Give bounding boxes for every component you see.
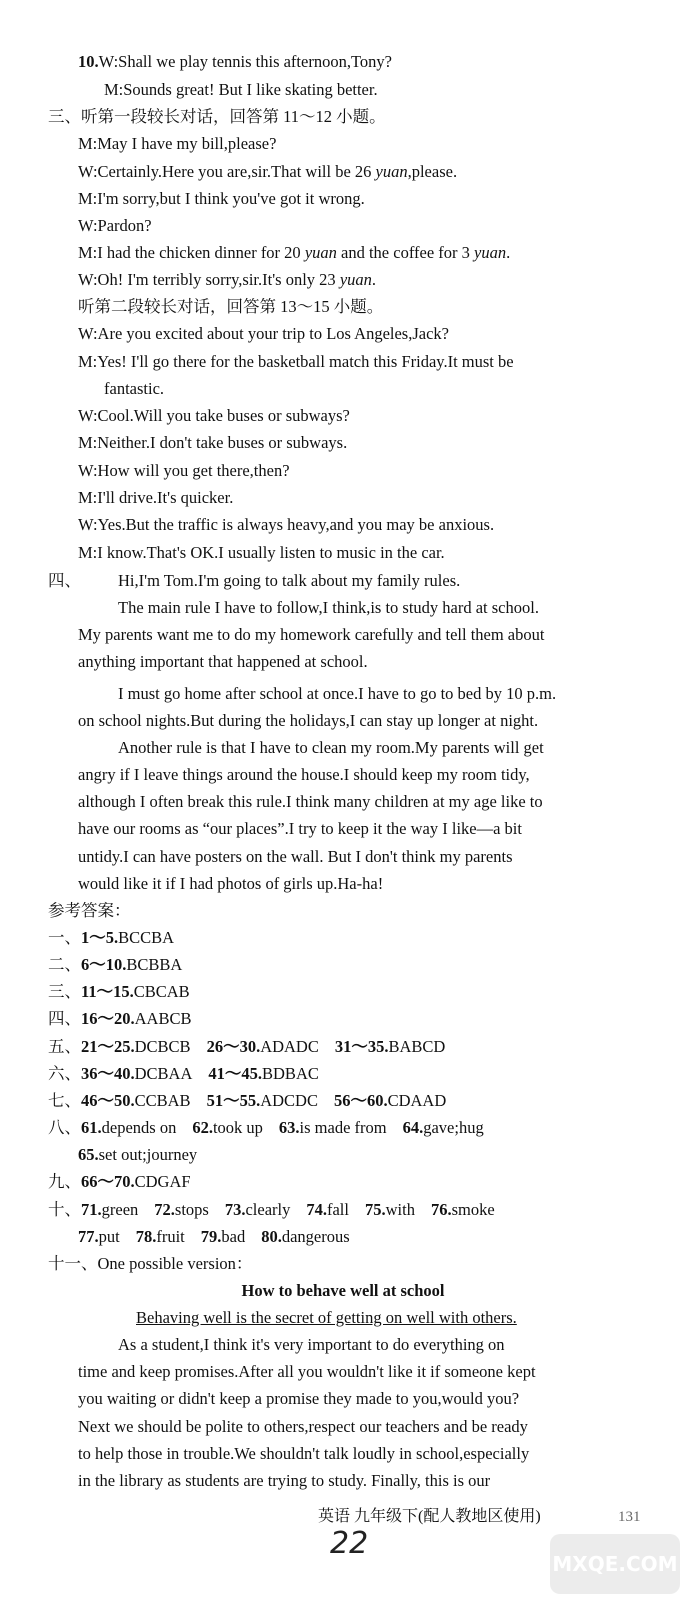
- answer-value: took up: [212, 1118, 263, 1137]
- answer-number: 66～70.: [81, 1172, 135, 1191]
- passage-line: untidy.I can have posters on the wall. But I don't think my parents: [78, 847, 513, 866]
- answer-number: 46～50.: [81, 1091, 135, 1110]
- answer-value: DCBAA: [134, 1064, 193, 1083]
- answer-value: CDGAF: [134, 1172, 191, 1191]
- essay-title: How to behave well at school: [241, 1281, 445, 1300]
- answer-row: [48, 1172, 191, 1192]
- passage-line: angry if I leave things around the house.I should keep my room tidy,: [78, 765, 530, 784]
- answer-section-label: 九、: [48, 1172, 81, 1191]
- answer-number: 6～10.: [81, 955, 127, 974]
- passage-line: Another rule is that I have to clean my room.My parents will get: [118, 738, 544, 757]
- dialogue-line: M:I'll drive.It's quicker.: [78, 488, 234, 507]
- answer-number: 36～40.: [81, 1064, 135, 1083]
- answer-value: green: [101, 1200, 139, 1219]
- passage-line: I must go home after school at once.I have to go to bed by 10 p.m.: [118, 684, 557, 703]
- answer-value: CDAAD: [387, 1091, 447, 1110]
- passage-line: anything important that happened at school.: [78, 652, 368, 671]
- answer-number: 62.: [192, 1118, 213, 1137]
- answer-value: dangerous: [281, 1227, 350, 1246]
- answer-number: 79.: [200, 1227, 222, 1246]
- answer-number: 56～60.: [333, 1091, 388, 1110]
- answer-row: [48, 1091, 446, 1111]
- answer-section-label: 二、: [48, 955, 81, 974]
- answer-section-label: 四、: [48, 1009, 81, 1028]
- dialogue-line: W:Cool.Will you take buses or subways?: [78, 406, 350, 425]
- answer-value: ADADC: [260, 1037, 319, 1056]
- answer-value: BCCBA: [118, 928, 175, 947]
- answer-section-label: 三、: [48, 982, 81, 1001]
- section-header: 三、听第一段较长对话，回答第 11～12 小题。: [48, 107, 386, 126]
- answer-number: 73.: [224, 1200, 246, 1219]
- answer-number: 77.: [78, 1227, 99, 1246]
- passage-line: My parents want me to do my homework carefully and tell them about: [78, 625, 545, 644]
- essay-line: Next we should be polite to others,respect our teachers and be ready: [78, 1417, 528, 1436]
- answer-row: [48, 955, 182, 975]
- answer-section-label: 五、: [48, 1037, 81, 1056]
- answer-value: BDBAC: [262, 1064, 319, 1083]
- answer-value: gave;hug: [423, 1118, 484, 1137]
- answer-value: smoke: [451, 1200, 495, 1219]
- answer-value: clearly: [245, 1200, 291, 1219]
- answer-row: [48, 1009, 191, 1029]
- answer-number: 61.: [81, 1118, 102, 1137]
- passage-line: although I often break this rule.I think many children at my age like to: [78, 792, 543, 811]
- dialogue-line: M:Sounds great! But I like skating better.: [104, 80, 378, 99]
- section-header: 听第二段较长对话，回答第 13～15 小题。: [78, 297, 384, 316]
- answer-section-label: 八、: [48, 1118, 81, 1137]
- answer-number: 16～20.: [81, 1009, 135, 1028]
- page-footer: 英语 九年级下(配人教地区使用): [318, 1508, 541, 1525]
- handwritten-number: 22: [330, 1526, 369, 1561]
- dialogue-line: 10.W:Shall we play tennis this afternoon,Tony?: [78, 52, 392, 71]
- dialogue-line: M:May I have my bill,please?: [78, 134, 277, 153]
- answer-row: [48, 982, 190, 1002]
- answer-number: 72.: [154, 1200, 175, 1219]
- dialogue-line: M:Neither.I don't take buses or subways.: [78, 433, 348, 452]
- answer-value: AABCB: [134, 1009, 192, 1028]
- essay-line: time and keep promises.After all you wouldn't like it if someone kept: [78, 1362, 536, 1381]
- answer-value: DCBCB: [134, 1037, 191, 1056]
- answer-value: put: [98, 1227, 120, 1246]
- answer-row: [48, 928, 174, 948]
- dialogue-line: M:Yes! I'll go there for the basketball match this Friday.It must be: [78, 352, 514, 371]
- answer-value: is made from: [299, 1118, 387, 1137]
- answer-number: 21～25.: [81, 1037, 135, 1056]
- answer-number: 78.: [135, 1227, 157, 1246]
- answer-number: 75.: [364, 1200, 386, 1219]
- answer-section-label: 一、: [48, 928, 81, 947]
- passage-line: Hi,I'm Tom.I'm going to talk about my family rules.: [118, 571, 461, 590]
- answer-value: set out;journey: [98, 1145, 198, 1164]
- section-label: 四、: [48, 571, 81, 590]
- dialogue-line: W:Pardon?: [78, 216, 152, 235]
- dialogue-line: W:Yes.But the traffic is always heavy,and you may be anxious.: [78, 515, 495, 534]
- essay-line: you waiting or didn't keep a promise they made to you,would you?: [78, 1389, 520, 1408]
- answer-section-label: 六、: [48, 1064, 81, 1083]
- dialogue-line: W:How will you get there,then?: [78, 461, 290, 480]
- answer-row: [48, 1200, 495, 1220]
- answer-value: fall: [326, 1200, 349, 1219]
- section-header: 十一、One possible version：: [48, 1254, 253, 1273]
- dialogue-line: W:Are you excited about your trip to Los Angeles,Jack?: [78, 324, 449, 343]
- essay-line: As a student,I think it's very important to do everything on: [118, 1335, 505, 1354]
- answer-value: depends on: [101, 1118, 177, 1137]
- answer-value: bad: [221, 1227, 246, 1246]
- answer-number: 41～45.: [208, 1064, 263, 1083]
- answer-value: CCBAB: [134, 1091, 191, 1110]
- dialogue-line: M:I'm sorry,but I think you've got it wrong.: [78, 189, 365, 208]
- answer-number: 71.: [81, 1200, 102, 1219]
- page-number: 131: [618, 1509, 641, 1525]
- answer-value: ADCDC: [260, 1091, 318, 1110]
- essay-line: in the library as students are trying to study. Finally, this is our: [78, 1471, 491, 1490]
- answer-number: 26～30.: [206, 1037, 261, 1056]
- answer-number: 76.: [430, 1200, 452, 1219]
- answer-value: BABCD: [388, 1037, 446, 1056]
- watermark-logo: MXQE.COM: [550, 1534, 680, 1594]
- answer-value: CBCAB: [133, 982, 190, 1001]
- passage-line: on school nights.But during the holidays,I can stay up longer at night.: [78, 711, 539, 730]
- dialogue-line: fantastic.: [104, 379, 165, 398]
- answer-value: stops: [174, 1200, 209, 1219]
- dialogue-line: W:Oh! I'm terribly sorry,sir.It's only 23 yuan.: [78, 270, 377, 289]
- passage-line: would like it if I had photos of girls up.Ha-ha!: [78, 874, 384, 893]
- answer-row: [48, 1118, 484, 1138]
- dialogue-line: W:Certainly.Here you are,sir.That will be 26 yuan,please.: [78, 162, 458, 181]
- answer-row: [78, 1227, 350, 1247]
- answer-row: [48, 1064, 319, 1084]
- question-number: 10.: [78, 52, 99, 71]
- dialogue-line: M:I know.That's OK.I usually listen to music in the car.: [78, 543, 445, 562]
- answer-number: 80.: [261, 1227, 282, 1246]
- essay-line: to help those in trouble.We shouldn't talk loudly in school,especially: [78, 1444, 530, 1463]
- answer-row: [78, 1145, 197, 1165]
- answer-number: 65.: [78, 1145, 99, 1164]
- essay-topic-sentence: Behaving well is the secret of getting on well with others.: [136, 1308, 517, 1327]
- answer-number: 51～55.: [206, 1091, 261, 1110]
- answer-value: fruit: [156, 1227, 185, 1246]
- answers-header: 参考答案：: [48, 901, 131, 920]
- answer-value: with: [385, 1200, 415, 1219]
- answer-number: 1～5.: [81, 928, 119, 947]
- dialogue-line: M:I had the chicken dinner for 20 yuan and the coffee for 3 yuan.: [78, 243, 511, 262]
- answer-section-label: 十、: [48, 1200, 81, 1219]
- answer-number: 31～35.: [334, 1037, 389, 1056]
- answer-value: BCBBA: [126, 955, 183, 974]
- answer-number: 64.: [402, 1118, 424, 1137]
- answer-number: 11～15.: [81, 982, 134, 1001]
- answer-number: 63.: [278, 1118, 300, 1137]
- answer-number: 74.: [306, 1200, 327, 1219]
- passage-line: have our rooms as “our places”.I try to keep it the way I like—a bit: [78, 819, 522, 838]
- answer-row: [48, 1037, 445, 1057]
- passage-line: The main rule I have to follow,I think,is to study hard at school.: [118, 598, 539, 617]
- answer-section-label: 七、: [48, 1091, 81, 1110]
